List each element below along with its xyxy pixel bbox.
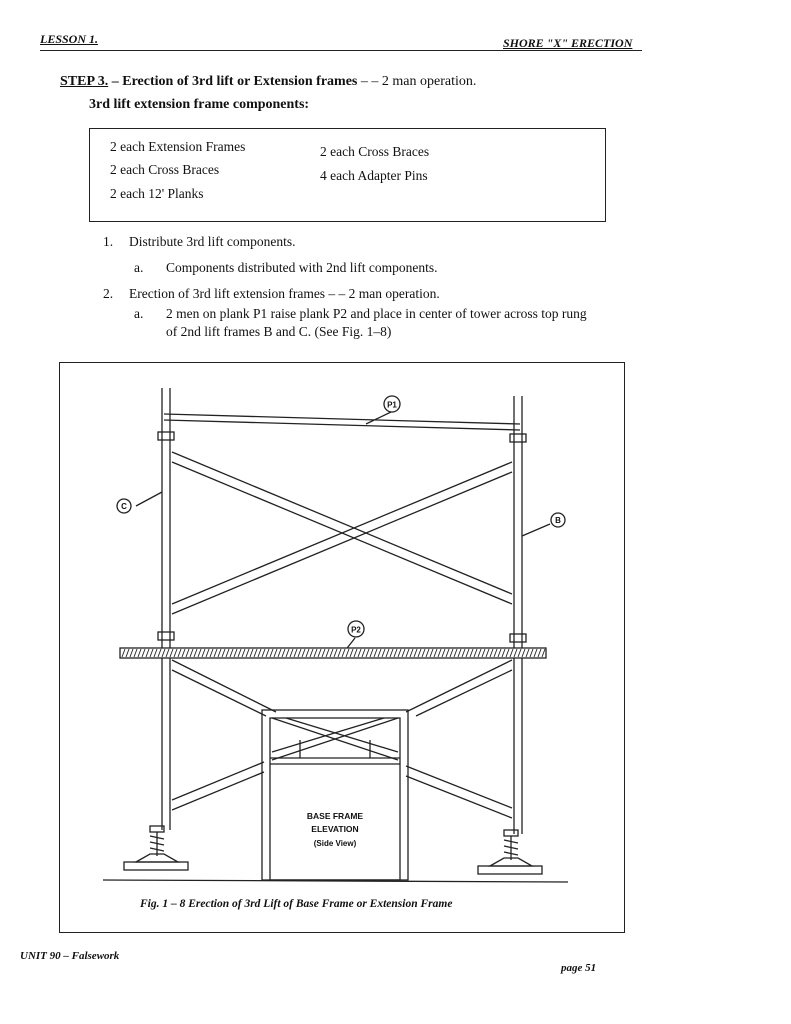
document-title: SHORE "X" ERECTION	[503, 36, 633, 50]
step-heading-suffix: – – 2 man operation.	[357, 74, 477, 89]
unit-label: UNIT 90 – Falsework	[20, 950, 120, 962]
components-heading: 3rd lift extension frame components:	[89, 97, 310, 112]
callout-p2: P2	[351, 625, 361, 635]
callout-p1: P1	[387, 400, 397, 410]
instruction-text: Distribute 3rd lift components.	[129, 234, 296, 249]
component-item: 2 each 12' Planks	[110, 186, 204, 201]
component-item: 4 each Adapter Pins	[320, 168, 428, 183]
step-heading-text: – Erection of 3rd lift or Extension frames	[108, 74, 358, 89]
callout-c: C	[121, 502, 127, 511]
instruction-number: 1.	[103, 234, 114, 249]
instruction-subtext: Components distributed with 2nd lift components.	[166, 260, 438, 275]
instruction-number: 2.	[103, 286, 114, 301]
instruction-subtext: 2 men on plank P1 raise plank P2 and place in center of tower across top rung	[166, 306, 587, 321]
component-item: 2 each Extension Frames	[110, 139, 246, 154]
figure-caption: Fig. 1 – 8 Erection of 3rd Lift of Base Frame or Extension Frame	[140, 898, 453, 910]
instruction-letter: a.	[134, 306, 144, 321]
base-frame-label: BASE FRAME	[306, 811, 364, 821]
page-number: page 51	[561, 962, 597, 974]
component-item: 2 each Cross Braces	[110, 162, 220, 177]
base-frame-label: ELEVATION	[311, 824, 359, 834]
instruction-subtext-continued: of 2nd lift frames B and C. (See Fig. 1–8)	[166, 324, 392, 339]
instruction-letter: a.	[134, 260, 144, 275]
callout-b: B	[555, 516, 561, 525]
base-frame-label: (Side View)	[313, 839, 357, 848]
lesson-label: LESSON 1.	[40, 32, 99, 46]
instruction-text: Erection of 3rd lift extension frames – – 2 man operation.	[129, 286, 440, 301]
step-label: STEP 3.	[60, 74, 109, 89]
component-item: 2 each Cross Braces	[320, 144, 430, 159]
